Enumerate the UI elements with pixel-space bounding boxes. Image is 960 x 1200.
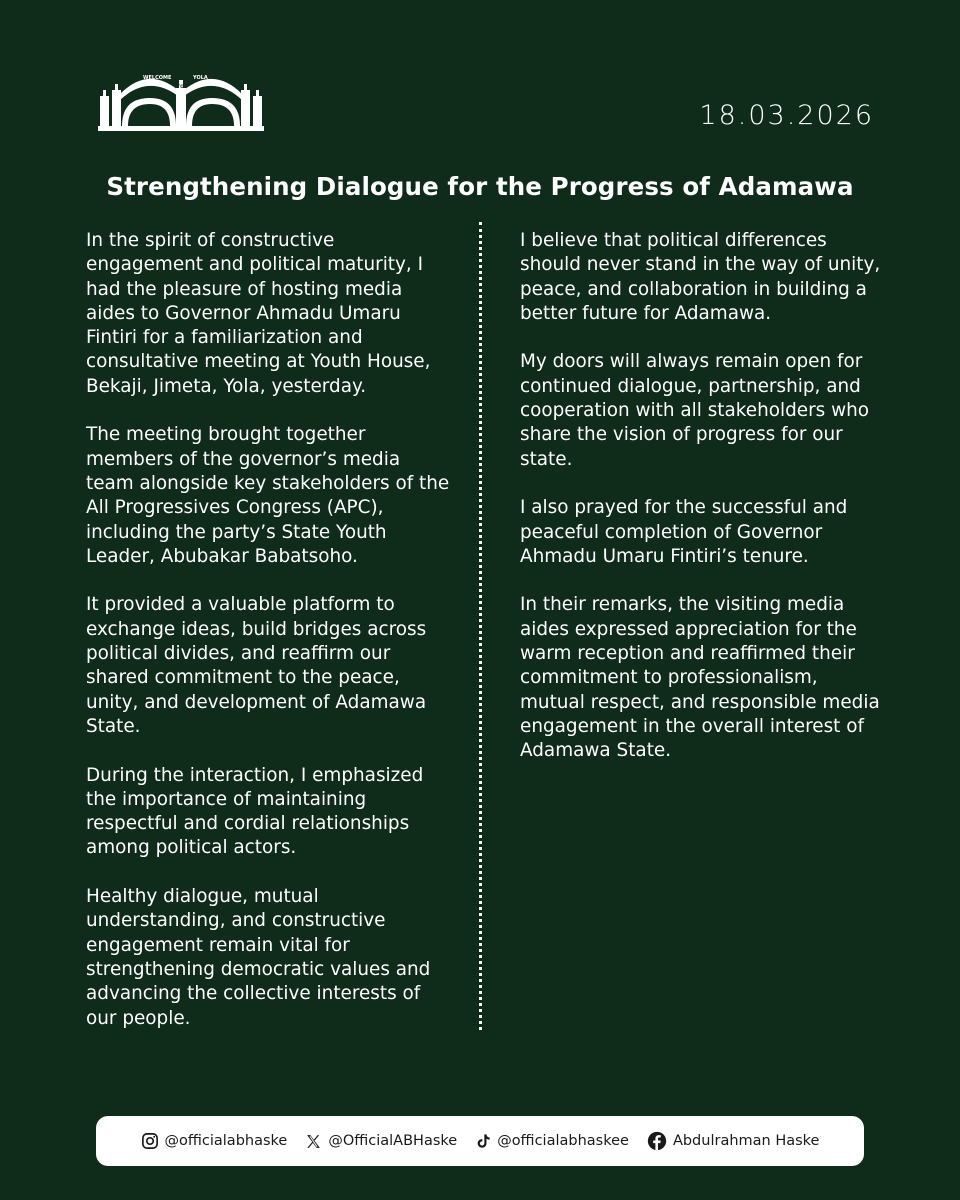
page-title: Strengthening Dialogue for the Progress of Adamawa bbox=[106, 172, 854, 201]
svg-text:TO: TO bbox=[177, 85, 184, 90]
x-label: @OfficialABHaske bbox=[328, 1133, 458, 1149]
paragraph: Healthy dialogue, mutual understanding, and constructive engagement remain vital for strengthening democratic values and advancing the collective interests of our people. bbox=[86, 886, 431, 1029]
facebook-icon bbox=[647, 1131, 667, 1151]
paragraph: It provided a valuable platform to exchange ideas, build bridges across political divides, and reaffirm our shared commitment to the peace, unity, and development of Adamawa State. bbox=[86, 594, 427, 737]
post-date: 18.03.2026 bbox=[699, 100, 874, 131]
paragraph: The meeting brought together members of the governor’s media team alongside key stakeholders of the All Progressives Congress (APC), including the party’s State Youth Leader, Abubakar Babatsoho. bbox=[86, 424, 450, 567]
instagram-icon bbox=[141, 1132, 159, 1150]
svg-text:WELCOME: WELCOME bbox=[143, 75, 172, 81]
svg-text:YOLA: YOLA bbox=[193, 75, 208, 81]
social-footer bbox=[96, 1116, 864, 1166]
facebook-label: Abdulrahman Haske bbox=[672, 1133, 820, 1149]
facebook-handle[interactable] bbox=[647, 1131, 820, 1151]
tiktok-label: @officialabhaskee bbox=[497, 1133, 629, 1149]
welcome-to-yola-gate-logo bbox=[96, 68, 266, 134]
left-column bbox=[86, 229, 451, 1055]
x-handle[interactable] bbox=[305, 1133, 457, 1150]
paragraph: I believe that political differences should never stand in the way of unity, peace, and collaboration in building a better future for Adamawa. bbox=[520, 230, 881, 324]
paragraph: I also prayed for the successful and peaceful completion of Governor Ahmadu Umaru Fintiri’s tenure. bbox=[520, 497, 848, 567]
instagram-label: @officialabhaske bbox=[164, 1133, 288, 1149]
x-icon bbox=[305, 1133, 322, 1150]
right-column bbox=[520, 229, 885, 788]
paragraph: During the interaction, I emphasized the importance of maintaining respectful and cordial relationships among political actors. bbox=[86, 764, 424, 859]
instagram-handle[interactable] bbox=[141, 1132, 288, 1150]
column-divider bbox=[479, 222, 482, 1030]
paragraph: My doors will always remain open for continued dialogue, partnership, and cooperation with all stakeholders who share the vision of progress for our state. bbox=[520, 351, 870, 470]
paragraph: In their remarks, the visiting media aides expressed appreciation for the warm reception and reaffirmed their commitment to professionalism, mutual respect, and responsible media engagement in the overall interest of Adamawa State. bbox=[520, 594, 880, 762]
paragraph: In the spirit of constructive engagement and political maturity, I had the pleasure of hosting media aides to Governor Ahmadu Umaru Fintiri for a familiarization and consultative meeting at Youth House, Bekaji, Jimeta, Yola, yesterday. bbox=[86, 230, 431, 397]
tiktok-icon bbox=[475, 1132, 491, 1150]
tiktok-handle[interactable] bbox=[475, 1132, 629, 1150]
